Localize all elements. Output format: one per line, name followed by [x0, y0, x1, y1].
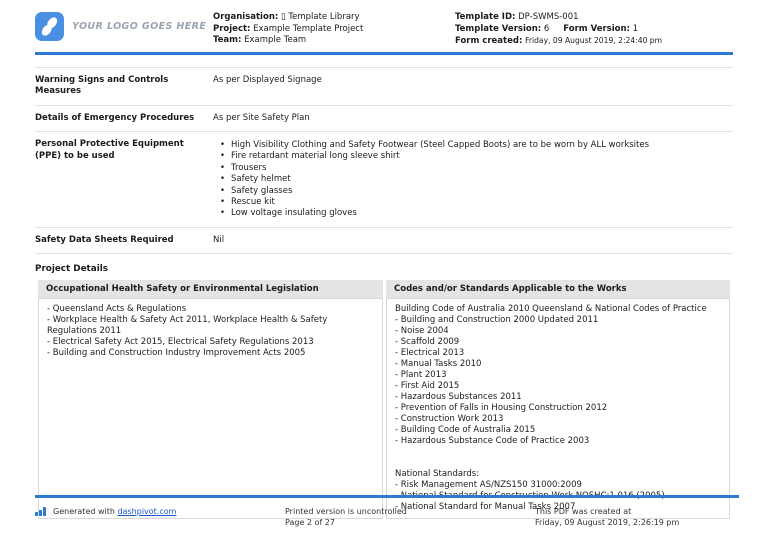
legislation-line: - Electrical Safety Act 2015, Electrical Safety Regulations 2013 — [47, 337, 314, 348]
legislation-line: - Building and Construction Industry Improvement Acts 2005 — [47, 348, 306, 359]
form-created-label: Form created: — [455, 36, 523, 46]
footer-created-block — [535, 506, 739, 528]
team-line — [213, 35, 455, 47]
team-value: Example Team — [244, 35, 307, 45]
form-created-value: Friday, 09 August 2019, 2:24:40 pm — [525, 36, 663, 45]
codes-line: - First Aid 2015 — [395, 381, 460, 392]
warning-signs-value: As per Displayed Signage — [213, 74, 322, 85]
project-line — [213, 24, 455, 36]
logo — [35, 12, 213, 41]
legislation-table-body-row — [38, 298, 730, 519]
template-version-label: Template Version: — [455, 23, 542, 34]
legislation-line: - Queensland Acts & Regulations — [47, 304, 187, 315]
row-warning-signs — [35, 68, 733, 106]
version-line — [455, 24, 733, 36]
codes-column-header: Codes and/or Standards Applicable to the Works — [386, 280, 730, 298]
team-label: Team: — [213, 35, 242, 45]
form-version-label: Form Version: — [563, 23, 630, 34]
codes-line: - Hazardous Substance Code of Practice 2003 — [395, 436, 590, 447]
codes-line: - Building and Construction 2000 Updated 2011 — [395, 315, 599, 326]
legislation-column-header: Occupational Health Safety or Environmental Legislation — [38, 280, 383, 298]
template-id-value: DP-SWMS-001 — [518, 12, 579, 22]
codes-line: - Hazardous Substances 2011 — [395, 392, 522, 403]
codes-line: - Scaffold 2009 — [395, 337, 460, 348]
ppe-bullet-list — [213, 139, 733, 220]
logo-placeholder-text: YOUR LOGO GOES HERE — [72, 21, 207, 32]
pdf-created-label: This PDF was created at — [535, 507, 632, 516]
footer-generated — [35, 506, 285, 528]
row-ppe — [35, 132, 733, 228]
codes-line — [395, 447, 721, 458]
organisation-value: ▯ Template Library — [280, 12, 360, 22]
project-value: Example Template Project — [253, 23, 364, 34]
dashpivot-link[interactable]: dashpivot.com — [117, 507, 177, 516]
form-created-line — [455, 35, 733, 48]
legislation-table — [35, 280, 733, 519]
organisation-line — [213, 12, 455, 24]
page-number-text: Page 2 of 27 — [285, 518, 335, 527]
template-version-value: 6 — [543, 23, 550, 34]
template-id-label: Template ID: — [455, 12, 516, 22]
form-version-value: 1 — [632, 23, 639, 34]
codes-line: Building Code of Australia 2010 Queensland & National Codes of Practice — [395, 304, 707, 315]
info-rows — [35, 67, 733, 255]
ppe-bullet-item: • Safety glasses — [213, 186, 733, 197]
document-footer — [35, 495, 739, 528]
codes-line: - Electrical 2013 — [395, 348, 465, 359]
bar-chart-icon — [35, 507, 47, 516]
header-template-block — [455, 12, 733, 48]
warning-signs-label: Warning Signs and Controls Measures — [35, 74, 169, 96]
codes-line: - Risk Management AS/NZS150 31000:2009 — [395, 480, 582, 491]
project-label: Project: — [213, 23, 251, 34]
legislation-table-header-row — [38, 280, 730, 298]
codes-cell — [386, 298, 730, 519]
codes-line — [395, 458, 721, 469]
generated-with-text: Generated with — [53, 507, 115, 516]
codes-line: - Noise 2004 — [395, 326, 449, 337]
printed-version-text: Printed version is uncontrolled — [285, 507, 407, 516]
codes-line: - Building Code of Australia 2015 — [395, 425, 536, 436]
ppe-bullet-item: • Safety helmet — [213, 174, 733, 185]
codes-line: - National Standard for Manual Tasks 2007 — [395, 502, 576, 513]
template-id-line — [455, 12, 733, 24]
legislation-cell — [38, 298, 383, 519]
ppe-label: Personal Protective Equipment (PPE) to be used — [35, 139, 184, 161]
ppe-bullet-item: • High Visibility Clothing and Safety Footwear (Steel Capped Boots) are to be worn by ALL worksites — [213, 140, 733, 151]
footer-columns — [35, 498, 739, 528]
ppe-bullet-item: • Fire retardant material long sleeve shirt — [213, 151, 733, 162]
header-org-block — [213, 12, 455, 47]
ppe-bullet-item: • Rescue kit — [213, 197, 733, 208]
codes-line: National Standards: — [395, 469, 480, 480]
logo-icon — [35, 12, 64, 41]
safety-data-sheets-value: Nil — [213, 234, 225, 245]
header-divider — [35, 52, 733, 55]
emergency-procedures-label: Details of Emergency Procedures — [35, 112, 195, 123]
footer-printed-block — [285, 506, 535, 528]
safety-data-sheets-label: Safety Data Sheets Required — [35, 234, 174, 245]
codes-line: - Manual Tasks 2010 — [395, 359, 482, 370]
pdf-created-timestamp: Friday, 09 August 2019, 2:26:19 pm — [535, 518, 680, 527]
emergency-procedures-value: As per Site Safety Plan — [213, 112, 310, 123]
row-emergency-procedures — [35, 106, 733, 133]
ppe-bullet-item: • Low voltage insulating gloves — [213, 208, 733, 219]
project-details-heading: Project Details — [35, 264, 108, 275]
row-safety-data-sheets — [35, 228, 733, 255]
codes-line: - Prevention of Falls in Housing Construction 2012 — [395, 403, 608, 414]
ppe-bullet-item: • Trousers — [213, 163, 733, 174]
codes-line: - Plant 2013 — [395, 370, 447, 381]
organisation-label: Organisation: — [213, 12, 279, 22]
codes-line: - Construction Work 2013 — [395, 414, 504, 425]
document-header — [0, 0, 768, 48]
legislation-line: - Workplace Health & Safety Act 2011, Workplace Health & Safety Regulations 2011 — [47, 315, 328, 337]
